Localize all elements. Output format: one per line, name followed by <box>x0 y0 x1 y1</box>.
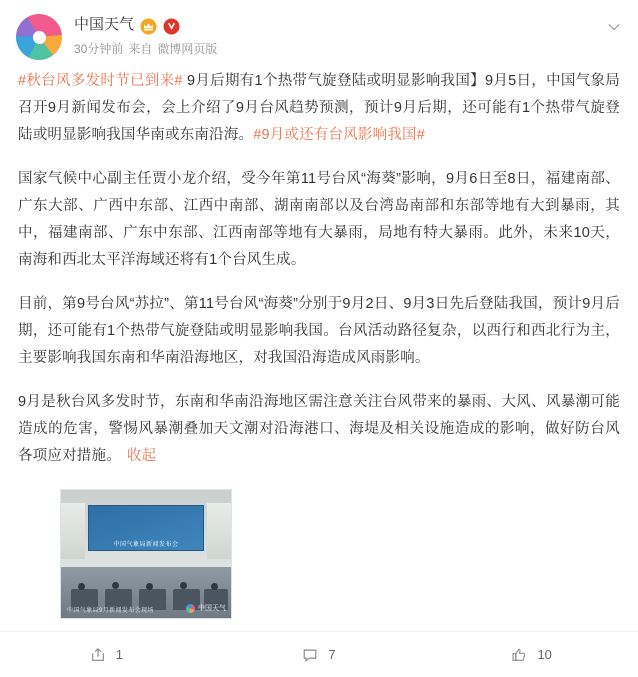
post-paragraph-4-text: 9月是秋台风多发时节，东南和华南沿海地区需注意关注台风带来的暴雨、大风、风暴潮可能造成的危害，警惕风暴潮叠加天文潮对沿海港口、海堤及相关设施造成的影响，做好防台风各项应对措施。 <box>18 394 620 464</box>
share-button[interactable] <box>0 632 213 677</box>
post-body <box>0 60 638 470</box>
photo-watermark <box>186 603 226 613</box>
comment-count: 7 <box>328 647 336 662</box>
post-paragraph-1-text: 9月后期有1个热带气旋登陆或明显影响我国】9月5日，中国气象局召开9月新闻发布会，会上介绍了9月台风趋势预测，预计9月后期，还可能有1个热带气旋登陆或明显影响我国华南或东南沿海。 <box>18 73 620 143</box>
post-header <box>0 0 638 60</box>
post-source[interactable]: 微博网页版 <box>157 42 218 56</box>
photo-side-panel-right <box>207 503 231 559</box>
action-bar <box>0 631 638 677</box>
post-paragraph-1 <box>18 68 620 149</box>
like-count: 10 <box>537 647 552 662</box>
photo-stage-text: 中国气象局新闻发布会 <box>113 541 179 548</box>
post-paragraph-2: 国家气候中心副主任贾小龙介绍，受今年第11号台风“海葵”影响，9月6日至8日，福建南部、广东大部、广西中东部、江西中南部、湖南南部以及台湾岛南部和东部等地有大到暴雨，其中，福建南部、广东中东部、江西南部等地有大暴雨，局地有特大暴雨。此外，未来10天，南海和西北太平洋海域还将有1个台风生成。 <box>18 171 620 268</box>
header-text-block <box>74 14 217 58</box>
source-prefix: 来自 <box>128 42 153 56</box>
photo-side-panel-left <box>61 503 85 559</box>
like-button[interactable] <box>425 632 638 677</box>
red-v-badge-icon <box>163 18 180 35</box>
account-name[interactable]: 中国天气 <box>74 16 135 33</box>
thumbs-up-icon <box>511 647 527 663</box>
post-time: 30分钟前 <box>74 42 124 56</box>
collapse-link[interactable]: 收起 <box>126 448 157 464</box>
topic-tag-2[interactable]: #9月或还有台风影响我国# <box>253 127 425 143</box>
post-media <box>0 487 638 619</box>
crown-badge-icon <box>140 18 157 35</box>
share-count: 1 <box>115 647 123 662</box>
avatar[interactable] <box>16 14 62 60</box>
chevron-down-icon[interactable] <box>608 20 620 32</box>
post-paragraph-3: 目前，第9号台风“苏拉”、第11号台风“海葵”分别于9月2日、9月3日先后登陆我国，预计9月后期，还可能有1个热带气旋登陆或明显影响我国。台风活动路径复杂，以西行和西北行为主，主要影响我国东南和华南沿海地区，对我国沿海造成风雨影响。 <box>18 296 620 366</box>
photo-caption: 中国气象局9月新闻发布会现场 <box>67 608 154 614</box>
account-row <box>74 15 217 35</box>
watermark-text: 中国天气 <box>198 605 226 612</box>
topic-tag-1[interactable]: #秋台风多发时节已到来# <box>18 73 183 89</box>
comment-icon <box>302 647 318 663</box>
post-paragraph-4 <box>18 389 620 470</box>
share-icon <box>90 647 106 663</box>
watermark-logo-icon <box>186 604 195 613</box>
post-image[interactable] <box>60 489 232 619</box>
comment-button[interactable] <box>213 632 426 677</box>
post-meta <box>74 41 217 58</box>
